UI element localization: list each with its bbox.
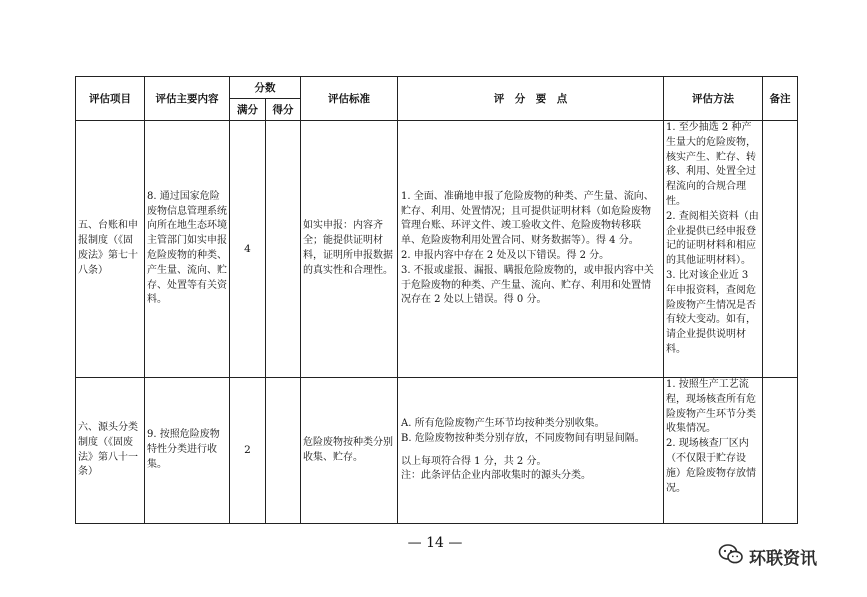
point-text: 1. 全面、准确地申报了危险废物的种类、产生量、流向、贮存、利用、处置情况；且可提供证明材料（如危险废物管理台账、环评文件、竣工验收文件、危险废物转移联单、危险废物利用处置合同、财务数据等）。得 4 分。 — [401, 190, 654, 247]
method-text: 2. 现场核查厂区内（不仅限于贮存设施）危险废物存放情况。 — [666, 438, 756, 494]
method-text: 3. 比对该企业近 3 年申报资料，查阅危险废物产生情况是否有较大变动。如有，请企业提供说明材料。 — [666, 269, 756, 355]
point-text: B. 危险废物按种类分别存放，不同废物间有明显间隔。 — [401, 432, 645, 444]
row-remark — [763, 378, 798, 524]
row-points — [398, 121, 664, 378]
row-got-score — [266, 121, 301, 378]
row-method — [664, 378, 763, 524]
table-row — [76, 121, 798, 378]
point-text: 注：此条评估企业内部收集时的源头分类。 — [401, 470, 591, 482]
evaluation-table — [75, 76, 798, 524]
header-criteria: 评估标准 — [301, 77, 398, 121]
header-content: 评估主要内容 — [145, 77, 230, 121]
method-text: 1. 至少抽选 2 种产生量大的危险废物，核实产生、贮存、转移、利用、处置全过程流向的合规合理性。 — [666, 122, 756, 207]
row-criteria: 危险废物按种类分别收集、贮存。 — [301, 378, 398, 524]
row-content: 9. 按照危险废物特性分类进行收集。 — [145, 378, 230, 524]
header-method: 评估方法 — [664, 77, 763, 121]
header-got-score: 得分 — [266, 99, 301, 121]
row-points — [398, 378, 664, 524]
watermark-text: 环联资讯 — [749, 549, 817, 569]
wechat-icon — [718, 543, 744, 570]
row-full-score: 2 — [230, 378, 266, 524]
watermark — [718, 543, 817, 570]
header-points: 评 分 要 点 — [398, 77, 664, 121]
row-full-score: 4 — [230, 121, 266, 378]
point-text: 2. 申报内容中存在 2 处及以下错误。得 2 分。 — [401, 250, 610, 261]
table-row — [76, 378, 798, 524]
row-got-score — [266, 378, 301, 524]
method-text: 1. 按照生产工艺流程，现场核查所有危险废物产生环节分类收集情况。 — [666, 379, 756, 435]
row-item: 六、源头分类制度（《固废法》第八十一条） — [76, 378, 145, 524]
row-item: 五、台账和申报制度（《固废法》第七十八条） — [76, 121, 145, 378]
point-text: 以上每项符合得 1 分，共 2 分。 — [401, 455, 547, 467]
point-text: 3. 不报或虚报、漏报、瞒报危险废物的，或申报内容中关于危险废物的种类、产生量、流向、贮存、利用和处置情况存在 2 处以上错误。得 0 分。 — [401, 264, 654, 306]
row-remark — [763, 121, 798, 378]
page-number: — 14 — — [407, 535, 463, 551]
header-score: 分数 — [230, 77, 301, 99]
header-item: 评估项目 — [76, 77, 145, 121]
method-text: 2. 查阅相关资料（由企业提供已经申报登记的证明材料和相应的其他证明材料）。 — [666, 210, 759, 267]
row-method — [664, 121, 763, 378]
row-criteria: 如实申报：内容齐全；能提供证明材料，证明所申报数据的真实性和合理性。 — [301, 121, 398, 378]
header-remark: 备注 — [763, 77, 798, 121]
header-full-score: 满分 — [230, 99, 266, 121]
point-text: A. 所有危险废物产生环节均按种类分别收集。 — [401, 417, 605, 429]
row-content: 8. 通过国家危险废物信息管理系统向所在地生态环境主管部门如实申报危险废物的种类、产生量、流向、贮存、处置等有关资料。 — [145, 121, 230, 378]
